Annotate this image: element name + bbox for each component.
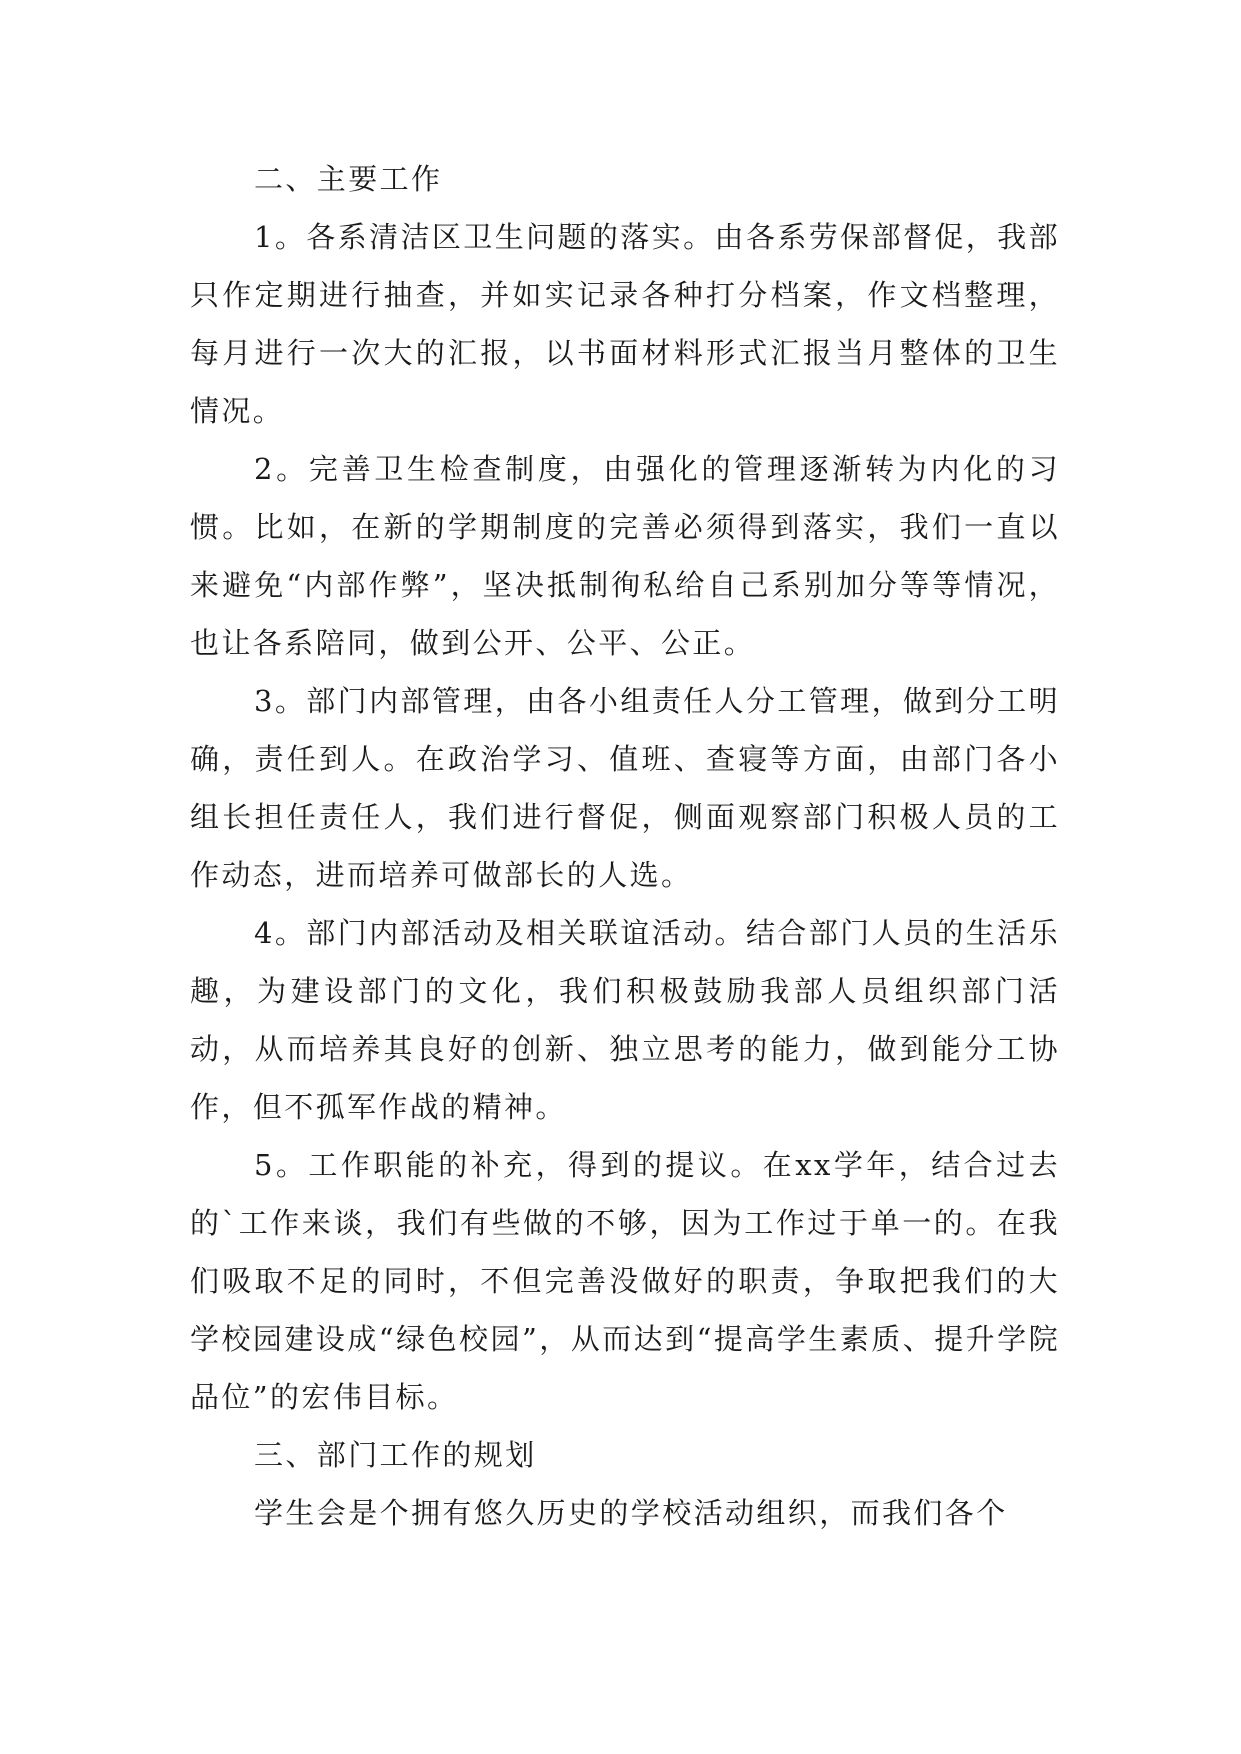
- paragraph-function-supplement: 5。工作职能的补充，得到的提议。在xx学年，结合过去的`工作来谈，我们有些做的不够，因为工作过于单一的。在我们吸取不足的同时，不但完善没做好的职责，争取把我们的大学校园建设成“绿色校园”，从而达到“提高学生素质、提升学院品位”的宏伟目标。: [190, 1148, 1060, 1414]
- paragraph-inspection-system: 2。完善卫生检查制度，由强化的管理逐渐转为内化的习惯。比如，在新的学期制度的完善必须得到落实，我们一直以来避免“内部作弊”，坚决抵制徇私给自己系别加分等等情况，也让各系陪同，做到公开、公平、公正。: [190, 452, 1060, 660]
- section-heading-main-work: 二、主要工作: [254, 162, 443, 196]
- paragraph-student-union: 学生会是个拥有悠久历史的学校活动组织，而我们各个: [254, 1496, 1008, 1530]
- paragraph-internal-activities: 4。部门内部活动及相关联谊活动。结合部门人员的生活乐趣，为建设部门的文化，我们积极鼓励我部人员组织部门活动，从而培养其良好的创新、独立思考的能力，做到能分工协作，但不孤军作战的精神。: [190, 916, 1060, 1124]
- document-body: [190, 150, 1060, 1542]
- paragraph-cleaning-area: 1。各系清洁区卫生问题的落实。由各系劳保部督促，我部只作定期进行抽查，并如实记录各种打分档案，作文档整理，每月进行一次大的汇报，以书面材料形式汇报当月整体的卫生情况。: [190, 220, 1060, 428]
- section-heading-work-plan: 三、部门工作的规划: [254, 1438, 537, 1472]
- paragraph-internal-management: 3。部门内部管理，由各小组责任人分工管理，做到分工明确，责任到人。在政治学习、值班、查寝等方面，由部门各小组长担任责任人，我们进行督促，侧面观察部门积极人员的工作动态，进而培养可做部长的人选。: [190, 684, 1060, 892]
